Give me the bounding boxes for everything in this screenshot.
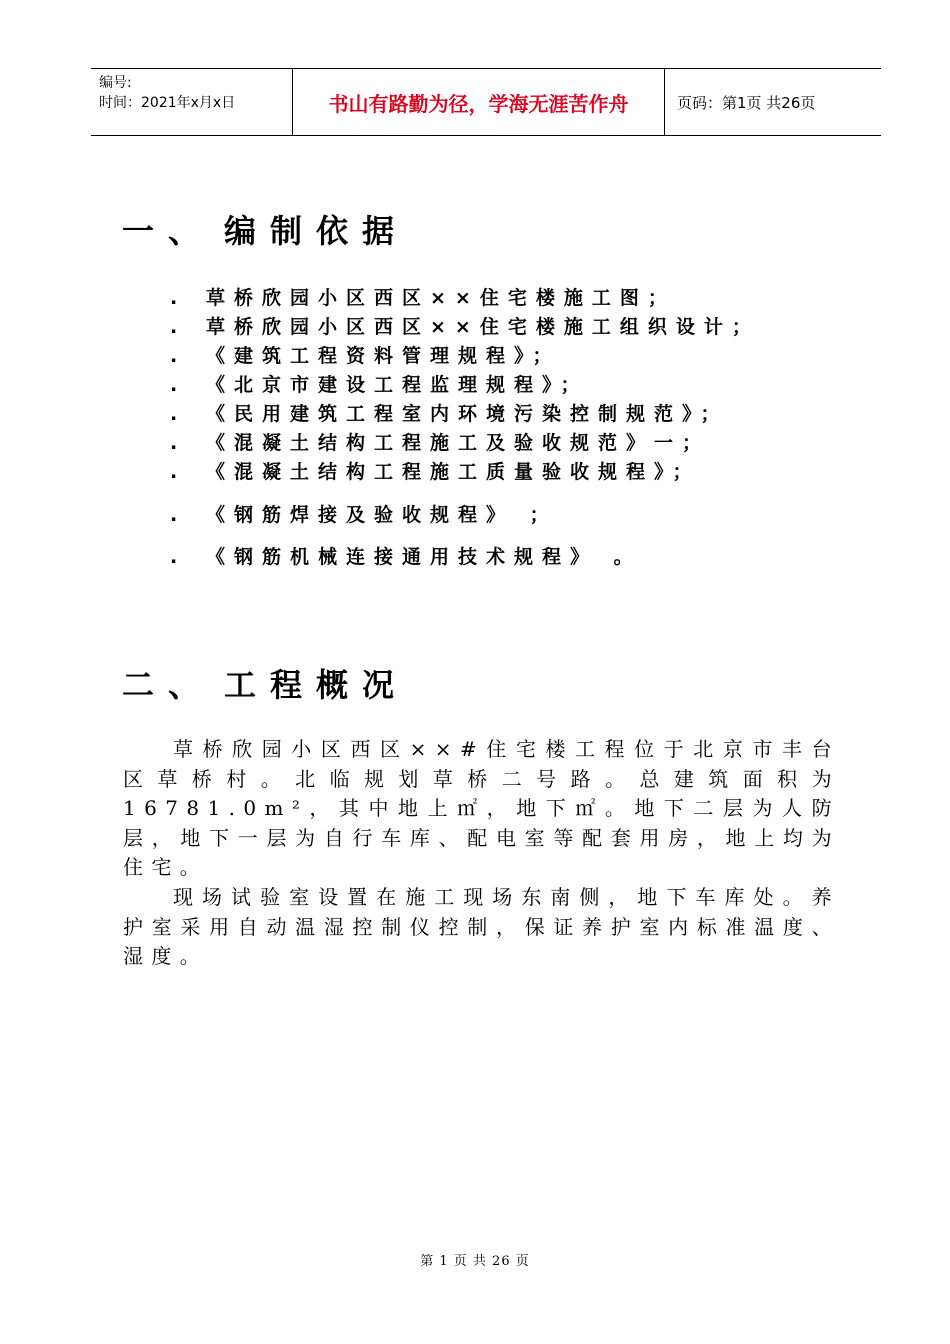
paragraph: 现场试验室设置在施工现场东南侧，地下车库处。养护室采用自动温湿控制仪控制，保证养护室内标准温度、湿度。 xyxy=(123,884,840,969)
header-page-info: 页码：第1页 共26页 xyxy=(677,93,816,112)
paragraph: 草桥欣园小区西区××#住宅楼工程位于北京市丰台区草桥村。北临规划草桥二号路。总建筑面积为16781.0m²，其中地上㎡，地下㎡。地下二层为人防层，地下一层为自行车库、配电室等配套用房，地上均为住宅。 xyxy=(123,737,840,880)
time-label: 时间：2021年x月x日 xyxy=(99,95,236,111)
header-motto: 书山有路勤为径，学海无涯苦作舟 xyxy=(328,91,629,116)
header-divider xyxy=(664,69,665,135)
section-title: 工程概况 xyxy=(224,666,409,704)
overview-body xyxy=(123,735,840,972)
serial-label: 编号: xyxy=(99,75,132,91)
list-item: . 《钢筋焊接及验收规程》 ； xyxy=(170,504,558,526)
list-item: . 《建筑工程资料管理规程》； xyxy=(170,345,561,367)
list-item: . 《民用建筑工程室内环境污染控制规范》； xyxy=(170,403,729,425)
list-item: . 《混凝土结构工程施工及验收规范》一； xyxy=(170,432,711,454)
page-header xyxy=(91,68,881,136)
list-item: . 《钢筋机械连接通用技术规程》 。 xyxy=(170,546,642,568)
section-heading-basis xyxy=(122,206,408,252)
section-title: 编制依据 xyxy=(224,212,409,250)
list-item: . 《北京市建设工程监理规程》； xyxy=(170,374,589,396)
section-heading-overview xyxy=(122,660,408,706)
section-number: 一、 xyxy=(122,212,215,250)
header-meta xyxy=(99,73,235,113)
section-number: 二、 xyxy=(122,666,215,704)
list-item: . 草桥欣园小区西区××住宅楼施工组织设计； xyxy=(170,316,760,338)
list-item: . 草桥欣园小区西区××住宅楼施工图； xyxy=(170,287,676,309)
page-footer: 第 1 页 共 26 页 xyxy=(420,1254,530,1269)
list-item: . 《混凝土结构工程施工质量验收规程》； xyxy=(170,461,701,483)
